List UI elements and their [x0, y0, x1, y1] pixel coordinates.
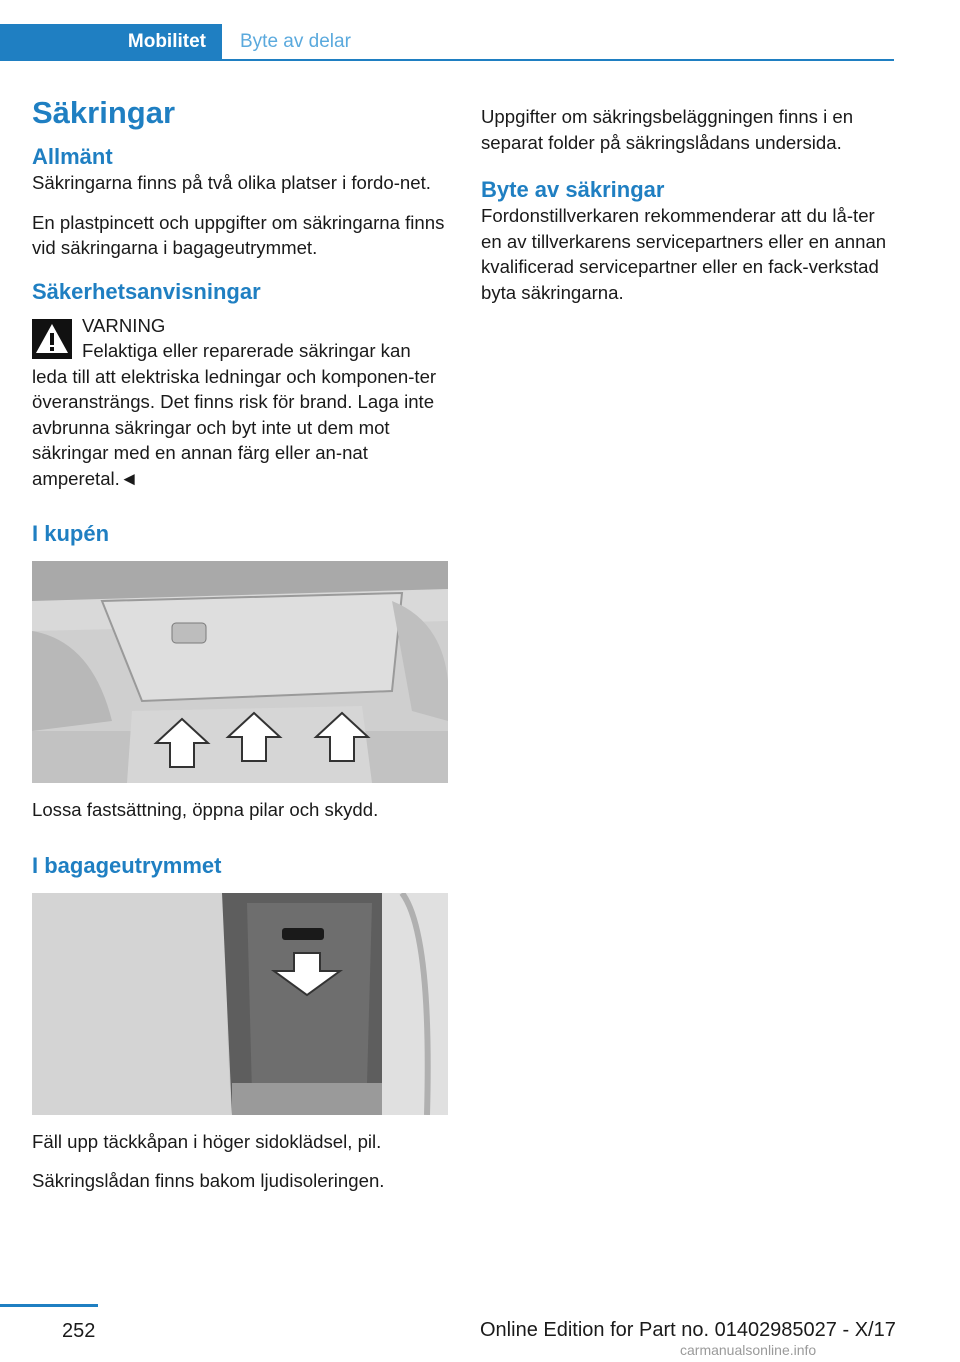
photo-glovebox: [32, 561, 448, 783]
watermark: carmanualsonline.info: [680, 1342, 817, 1358]
section-tab-byte-av-delar[interactable]: Byte av delar: [240, 31, 351, 52]
paragraph-tweezers: En plastpincett och uppgifter om säkringarna finns vid säkringarna i bagageutrymmet.: [32, 211, 445, 258]
left-column: [32, 96, 448, 1208]
edition-text: Online Edition for Part no. 01402985027 - X/17: [480, 1319, 896, 1341]
paragraph-fusebox-location: Säkringslådan finns bakom ljudisoleringen.: [32, 1170, 385, 1191]
warning-box: [32, 313, 448, 492]
paragraph-replace-fuses: Fordonstillverkaren rekommenderar att du lå-ter en av tillverkarens servicepartners eller en annan kvalificerad servicepartner eller en fack-verkstad byta säkringarna.: [481, 205, 887, 303]
footer-divider: [0, 1304, 98, 1307]
page-number: 252: [62, 1320, 96, 1342]
heading-allmant: Allmänt: [32, 144, 113, 169]
heading-kupen: I kupén: [32, 521, 110, 546]
heading-byte-av-sakringar: Byte av säkringar: [481, 177, 665, 202]
page-title: Säkringar: [32, 95, 176, 130]
caption-bagageutrymmet: Fäll upp täckkåpan i höger sidoklädsel, pil.: [32, 1130, 382, 1152]
right-column: [481, 104, 897, 319]
chapter-tab-mobilitet[interactable]: Mobilitet: [0, 24, 222, 60]
paragraph-fuse-assignment: Uppgifter om säkringsbeläggningen finns i en separat folder på säkringslådans undersida.: [481, 106, 854, 153]
page-header: [0, 0, 894, 60]
warning-label: VARNING: [82, 314, 166, 336]
heading-safety: Säkerhetsanvisningar: [32, 278, 261, 304]
warning-triangle-icon: [32, 319, 72, 359]
caption-kupen: Lossa fastsättning, öppna pilar och skydd.: [32, 799, 379, 820]
warning-text: Felaktiga eller reparerade säkringar kan leda till att elektriska ledningar och komponen-ter överansträngs. Det finns risk för brand. Laga inte avbrunna säkringar och byt inte ut dem mot säkringar med en annan färg eller an-nat amperetal.◄: [32, 340, 437, 489]
paragraph-locations: Säkringarna finns på två olika platser i fordo-net.: [32, 172, 431, 193]
heading-bagageutrymmet: I bagageutrymmet: [32, 852, 222, 878]
header-divider: [0, 59, 894, 61]
photo-trunk-panel: [32, 893, 448, 1115]
